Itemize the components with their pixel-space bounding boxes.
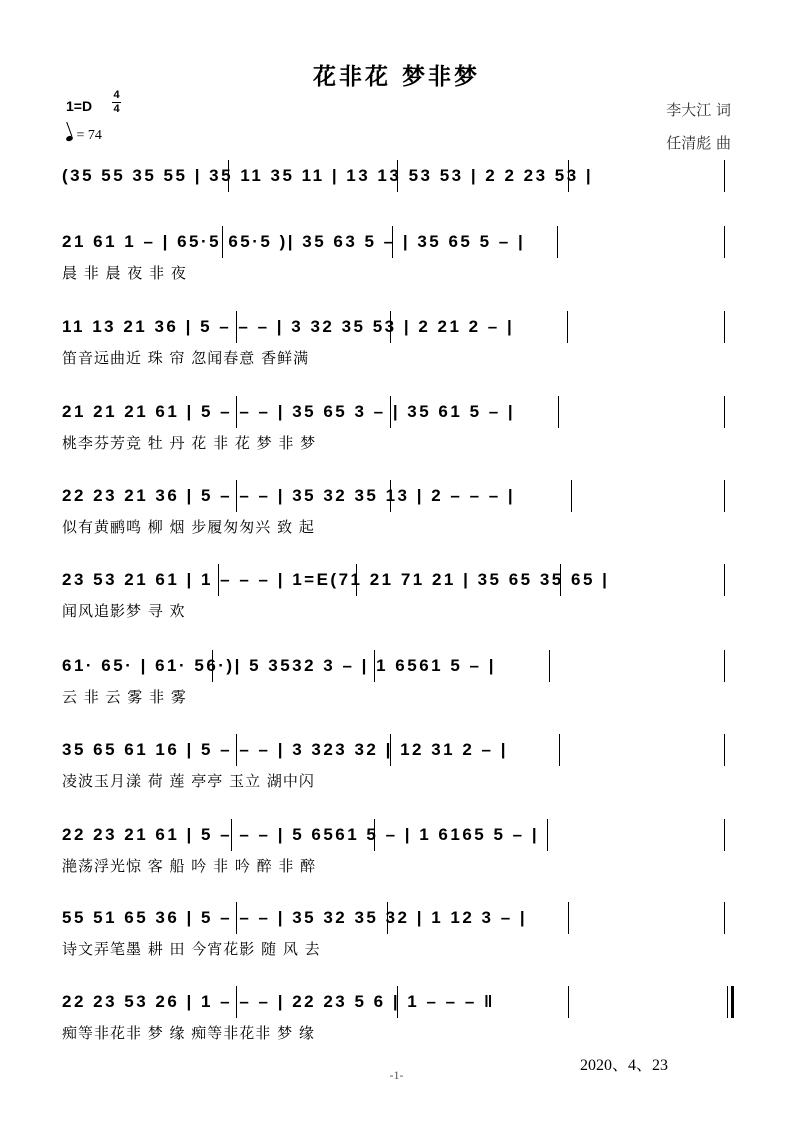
lyricist-credit: 李大江 词 <box>666 101 731 119</box>
composer-credit: 任清彪 曲 <box>666 134 731 152</box>
time-signature-top: 4 <box>113 89 120 101</box>
lyric-line: 诗文弄笔墨 耕 田 今宵花影 随 风 去 <box>62 940 321 958</box>
quarter-note-icon <box>65 135 73 142</box>
notation-line: 61· 65· | 61· 56·)| 5 3532 3 – | 1 6561 5 – | <box>62 656 496 675</box>
tempo-value: = 74 <box>76 128 102 143</box>
key-signature: 1=D <box>66 98 93 114</box>
notation-line: 22 23 21 61 | 5 – – – | 5 6561 5 – | 1 6165 5 – | <box>62 825 540 844</box>
lyric-line: 闻风追影梦 寻 欢 <box>62 602 186 620</box>
notation-line: 22 23 21 36 | 5 – – – | 35 32 35 13 | 2 – – – | <box>62 486 516 505</box>
notation-line: 22 23 53 26 | 1 – – – | 22 23 5 6 | 1 – – – ‖ <box>62 992 495 1011</box>
notation-line: 21 21 21 61 | 5 – – – | 35 65 3 – | 35 61 5 – | <box>62 402 516 421</box>
lyric-line: 云 非 云 雾 非 雾 <box>62 688 187 706</box>
page-number: -1- <box>389 1068 404 1082</box>
lyric-line: 桃李芬芳竞 牡 丹 花 非 花 梦 非 梦 <box>62 434 317 452</box>
notation-line: 55 51 65 36 | 5 – – – | 35 32 35 32 | 1 12 3 – | <box>62 908 528 927</box>
notation-line: (35 55 35 55 | 35 11 35 11 | 13 13 53 53 | 2 2 23 53 | <box>62 166 594 185</box>
lyric-line: 凌波玉月漾 荷 莲 亭亭 玉立 湖中闪 <box>62 772 315 790</box>
notation-line: 23 53 21 61 | 1 – – – | 1=E(71 21 71 21 | 35 65 35 65 | <box>62 570 610 589</box>
time-signature-bottom: 4 <box>113 103 120 115</box>
notation-line: 35 65 61 16 | 5 – – – | 3 323 32 | 12 31 2 – | <box>62 740 508 759</box>
tempo-marking <box>66 128 102 144</box>
lyric-line: 笛音远曲近 珠 帘 忽闻春意 香鲜满 <box>62 349 310 367</box>
time-signature <box>112 90 121 115</box>
lyric-line: 痴等非花非 梦 缘 痴等非花非 梦 缘 <box>62 1024 315 1042</box>
notation-line: 21 61 1 – | 65·5 65·5 )| 35 63 5 – | 35 65 5 – | <box>62 232 526 251</box>
song-title: 花非花 梦非梦 <box>312 64 480 90</box>
lyric-line: 滟荡浮光惊 客 船 吟 非 吟 醉 非 醉 <box>62 857 317 875</box>
composition-date: 2020、4、23 <box>580 1057 669 1074</box>
lyric-line: 似有黄鹂鸣 柳 烟 步履匆匆兴 致 起 <box>62 518 315 536</box>
lyric-line: 晨 非 晨 夜 非 夜 <box>62 264 187 282</box>
notation-line: 11 13 21 36 | 5 – – – | 3 32 35 53 | 2 21 2 – | <box>62 317 515 336</box>
